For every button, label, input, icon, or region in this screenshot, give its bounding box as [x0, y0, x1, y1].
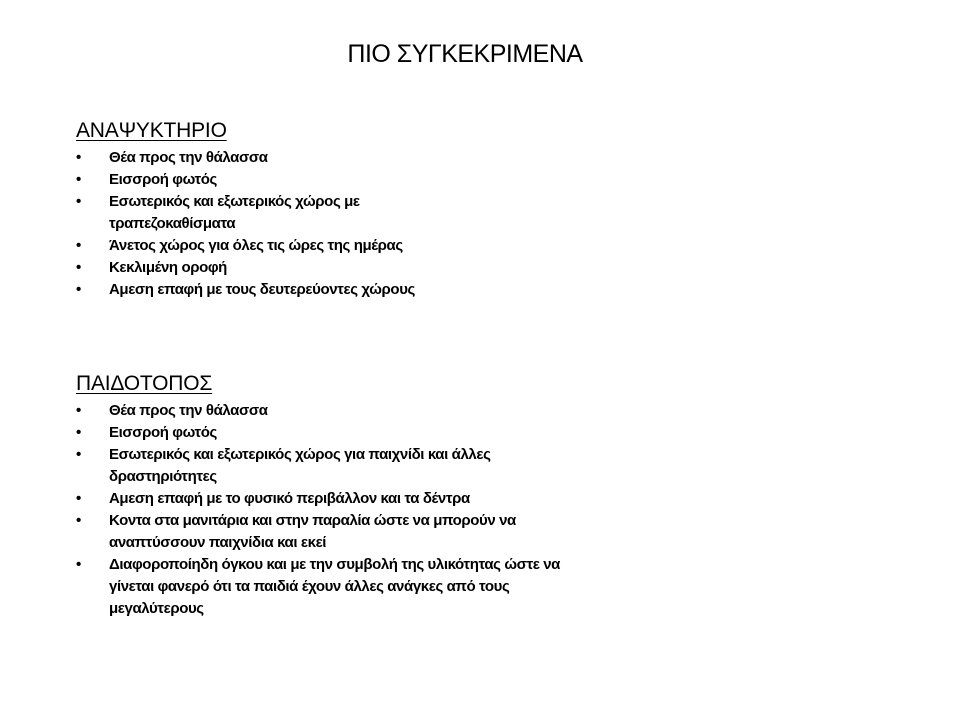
list-item: [76, 554, 589, 620]
section-paidotopos: [76, 370, 596, 620]
section-heading: ΠΑΙΔΟΤΟΠΟΣ: [76, 372, 213, 395]
list-item-text: Αμεση επαφή με τους δευτερεύοντες χώρους: [109, 281, 415, 298]
bullet-icon: •: [76, 281, 81, 298]
list-item: [76, 488, 596, 510]
bullet-list: [76, 147, 596, 301]
list-item: [76, 191, 449, 235]
bullet-icon: •: [76, 149, 81, 166]
list-item-text: Αμεση επαφή με το φυσικό περιβάλλον και τα δέντρα: [109, 490, 470, 507]
section-anapsyktirio: [76, 117, 596, 301]
list-item-text: Εισσροή φωτός: [109, 424, 217, 441]
bullet-icon: •: [76, 171, 81, 188]
list-item-text: Κοντα στα μανιτάρια και στην παραλία ώστε να μπορούν να αναπτύσσουν παιχνίδια και εκεί: [109, 512, 516, 551]
list-item: [76, 257, 596, 279]
section-heading: ΑΝΑΨΥΚΤΗΡΙΟ: [76, 119, 227, 142]
bullet-icon: •: [76, 424, 81, 441]
list-item: [76, 169, 596, 191]
bullet-icon: •: [76, 490, 81, 507]
list-item-text: Εσωτερικός και εξωτερικός χώρος με τραπεζοκαθίσματα: [109, 193, 360, 232]
list-item-text: Θέα προς την θάλασσα: [109, 149, 268, 166]
bullet-icon: •: [76, 237, 81, 254]
list-item-text: Διαφοροποίηδη όγκου και με την συμβολή της υλικότητας ώστε να γίνεται φανερό ότι τα παιδιά έχουν άλλες ανάγκες από τους μεγαλύτερους: [109, 556, 560, 617]
page-title: ΠΙΟ ΣΥΓΚΕΚΡΙΜΕΝΑ: [347, 40, 583, 68]
list-item: [76, 444, 549, 488]
list-item-text: Θέα προς την θάλασσα: [109, 402, 268, 419]
bullet-icon: •: [76, 402, 81, 419]
bullet-icon: •: [76, 446, 81, 463]
bullet-list: [76, 400, 596, 620]
list-item-text: Εισσροή φωτός: [109, 171, 217, 188]
bullet-icon: •: [76, 512, 81, 529]
bullet-icon: •: [76, 259, 81, 276]
bullet-icon: •: [76, 193, 81, 210]
list-item-text: Εσωτερικός και εξωτερικός χώρος για παιχνίδι και άλλες δραστηριότητες: [109, 446, 491, 485]
bullet-icon: •: [76, 556, 81, 573]
list-item: [76, 147, 596, 169]
list-item: [76, 400, 596, 422]
list-item: [76, 235, 596, 257]
list-item-text: Άνετος χώρος για όλες τις ώρες της ημέρας: [109, 237, 403, 254]
list-item: [76, 422, 596, 444]
list-item: [76, 279, 596, 301]
list-item-text: Κεκλιμένη οροφή: [109, 259, 227, 276]
list-item: [76, 510, 539, 554]
